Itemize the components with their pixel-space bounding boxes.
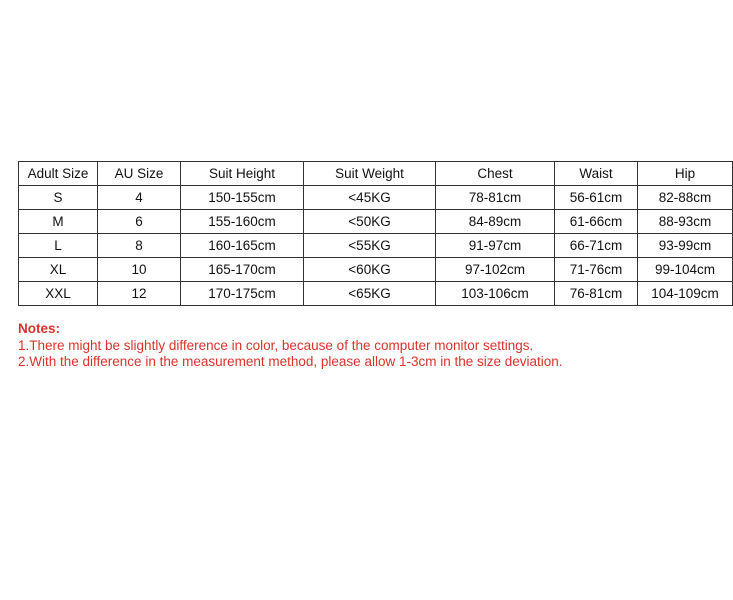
cell-au-size: 6 <box>98 210 181 234</box>
cell-adult-size: M <box>19 210 98 234</box>
header-au-size: AU Size <box>98 162 181 186</box>
cell-hip: 82-88cm <box>638 186 733 210</box>
cell-hip: 99-104cm <box>638 258 733 282</box>
cell-suit-height: 170-175cm <box>181 282 304 306</box>
cell-chest: 78-81cm <box>436 186 555 210</box>
header-hip: Hip <box>638 162 733 186</box>
cell-chest: 91-97cm <box>436 234 555 258</box>
cell-suit-height: 165-170cm <box>181 258 304 282</box>
cell-chest: 103-106cm <box>436 282 555 306</box>
note-line: 2.With the difference in the measurement method, please allow 1-3cm in the size deviation. <box>18 354 563 369</box>
notes-section <box>18 321 718 371</box>
cell-suit-height: 160-165cm <box>181 234 304 258</box>
header-row <box>19 162 733 186</box>
cell-adult-size: XXL <box>19 282 98 306</box>
header-chest: Chest <box>436 162 555 186</box>
cell-suit-height: 150-155cm <box>181 186 304 210</box>
notes-title: Notes: <box>18 321 61 336</box>
header-waist: Waist <box>555 162 638 186</box>
note-line: 1.There might be slightly difference in color, because of the computer monitor settings. <box>18 337 534 353</box>
cell-adult-size: L <box>19 234 98 258</box>
cell-waist: 61-66cm <box>555 210 638 234</box>
cell-adult-size: XL <box>19 258 98 282</box>
cell-chest: 84-89cm <box>436 210 555 234</box>
cell-au-size: 12 <box>98 282 181 306</box>
cell-hip: 104-109cm <box>638 282 733 306</box>
cell-hip: 93-99cm <box>638 234 733 258</box>
header-suit-height: Suit Height <box>181 162 304 186</box>
cell-hip: 88-93cm <box>638 210 733 234</box>
cell-au-size: 4 <box>98 186 181 210</box>
cell-au-size: 10 <box>98 258 181 282</box>
cell-chest: 97-102cm <box>436 258 555 282</box>
cell-waist: 71-76cm <box>555 258 638 282</box>
cell-waist: 56-61cm <box>555 186 638 210</box>
table-row <box>19 210 733 234</box>
table-row <box>19 234 733 258</box>
cell-suit-weight: <60KG <box>304 258 436 282</box>
table-row <box>19 282 733 306</box>
header-adult-size: Adult Size <box>19 162 98 186</box>
cell-au-size: 8 <box>98 234 181 258</box>
header-suit-weight: Suit Weight <box>304 162 436 186</box>
table-row <box>19 186 733 210</box>
table-row <box>19 258 733 282</box>
cell-adult-size: S <box>19 186 98 210</box>
cell-waist: 76-81cm <box>555 282 638 306</box>
cell-suit-weight: <55KG <box>304 234 436 258</box>
size-chart-table <box>18 161 733 306</box>
cell-suit-height: 155-160cm <box>181 210 304 234</box>
cell-suit-weight: <50KG <box>304 210 436 234</box>
cell-suit-weight: <65KG <box>304 282 436 306</box>
cell-suit-weight: <45KG <box>304 186 436 210</box>
cell-waist: 66-71cm <box>555 234 638 258</box>
